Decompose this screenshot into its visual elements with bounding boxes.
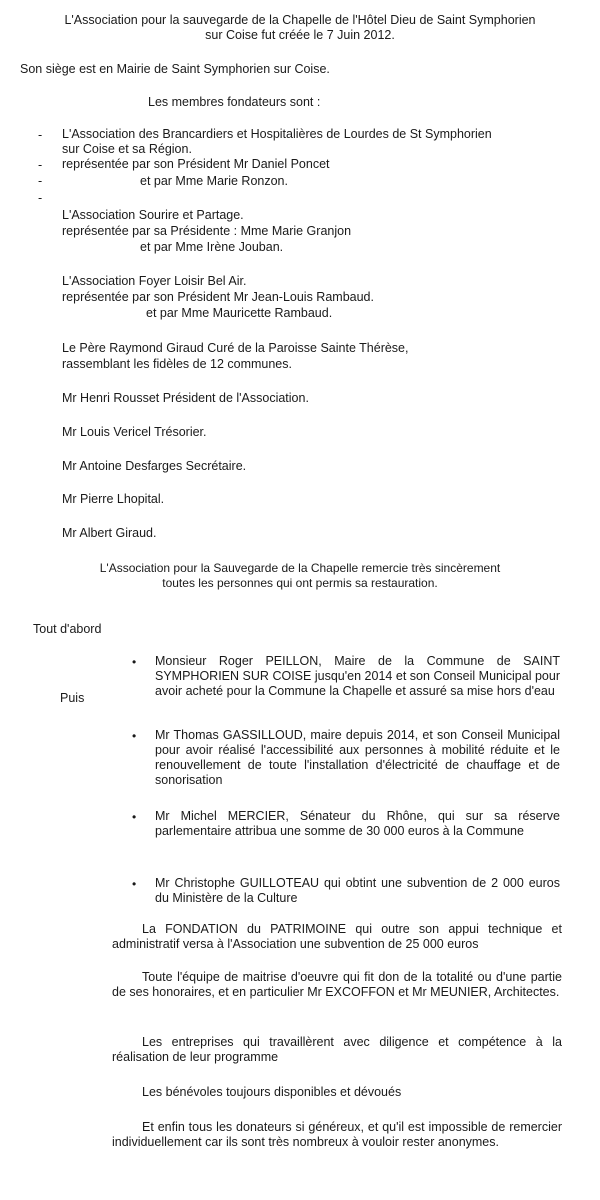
puis-label: Puis	[60, 691, 85, 705]
bullet-icon: •	[132, 729, 137, 743]
founder-foyer-line-2: représentée par son Président Mr Jean-Louis Rambaud.	[62, 290, 374, 304]
thanks-line-2: toutes les personnes qui ont permis sa restauration.	[162, 576, 438, 590]
bullet-icon: •	[132, 810, 137, 824]
list-dash: -	[38, 158, 43, 172]
founder-brancardiers-line-4: et par Mme Marie Ronzon.	[140, 174, 288, 188]
thanks-line-1: L'Association pour la Sauvegarde de la Chapelle remercie très sincèrement	[99, 561, 501, 575]
list-dash: -	[38, 191, 43, 205]
paragraph-equipe	[112, 970, 562, 1000]
founder-sourire-line-2: représentée par sa Présidente : Mme Marie Granjon	[62, 224, 352, 238]
header-line-1: L'Association pour la sauvegarde de la Chapelle de l'Hôtel Dieu de Saint Symphorien	[64, 13, 536, 27]
founder-giraud: Mr Albert Giraud.	[62, 526, 157, 540]
founder-desfarges: Mr Antoine Desfarges Secrétaire.	[62, 459, 247, 473]
paragraph-equipe-text: Toute l'équipe de maitrise d'oeuvre qui fit don de la totalité ou d'une partie de ses honoraires, et en particulier Mr EXCOFFON et Mr MEUNIER, Architectes.	[112, 970, 562, 999]
founder-vericel: Mr Louis Vericel Trésorier.	[62, 425, 207, 439]
paragraph-entreprises-text: Les entreprises qui travaillèrent avec diligence et compétence à la réalisation de leur programme	[112, 1035, 562, 1064]
siege-text: Son siège est en Mairie de Saint Symphorien sur Coise.	[20, 62, 330, 76]
paragraph-donateurs	[112, 1120, 562, 1150]
bullet-peillon: Monsieur Roger PEILLON, Maire de la Commune de SAINT SYMPHORIEN SUR COISE jusqu'en 2014 et son Conseil Municipal pour avoir acheté pour la Commune la Chapelle et assuré sa mise hors d'eau	[155, 654, 560, 698]
list-dash: -	[38, 128, 43, 142]
founder-pere-line-1: Le Père Raymond Giraud Curé de la Paroisse Sainte Thérèse,	[62, 341, 409, 355]
founder-foyer-line-3: et par Mme Mauricette Rambaud.	[146, 306, 333, 320]
header-line-2: sur Coise fut créée le 7 Juin 2012.	[205, 28, 395, 42]
paragraph-donateurs-text: Et enfin tous les donateurs si généreux, et qu'il est impossible de remercier individuellement car ils sont très nombreux à vouloir rester anonymes.	[112, 1120, 562, 1149]
paragraph-fondation	[112, 922, 562, 952]
founder-brancardiers-line-2: sur Coise et sa Région.	[62, 142, 192, 156]
founders-heading: Les membres fondateurs sont :	[148, 95, 321, 109]
bullet-gassilloud: Mr Thomas GASSILLOUD, maire depuis 2014, et son Conseil Municipal pour avoir réalisé l'accessibilité aux personnes à mobilité réduite et le renouvellement de toute l'installation d'électricité de chauffage et de sonorisation	[155, 728, 560, 787]
tout-dabord-label: Tout d'abord	[33, 622, 102, 636]
paragraph-entreprises	[112, 1035, 562, 1065]
paragraph-benevoles-text: Les bénévoles toujours disponibles et dévoués	[142, 1085, 402, 1099]
bullet-icon: •	[132, 877, 137, 891]
founder-brancardiers-line-3: représentée par son Président Mr Daniel Poncet	[62, 157, 330, 171]
founder-brancardiers-line-1: L'Association des Brancardiers et Hospitalières de Lourdes de St Symphorien	[62, 127, 492, 141]
founder-rousset: Mr Henri Rousset Président de l'Association.	[62, 391, 309, 405]
paragraph-benevoles	[112, 1085, 562, 1100]
founder-pere-line-2: rassemblant les fidèles de 12 communes.	[62, 357, 292, 371]
founder-lhopital: Mr Pierre Lhopital.	[62, 492, 165, 506]
bullet-icon: •	[132, 655, 137, 669]
founder-sourire-line-1: L'Association Sourire et Partage.	[62, 208, 244, 222]
paragraph-fondation-text: La FONDATION du PATRIMOINE qui outre son appui technique et administratif versa à l'Association une subvention de 25 000 euros	[112, 922, 562, 951]
founder-foyer-line-1: L'Association Foyer Loisir Bel Air.	[62, 274, 247, 288]
bullet-mercier: Mr Michel MERCIER, Sénateur du Rhône, qui sur sa réserve parlementaire attribua une somme de 30 000 euros à la Commune	[155, 809, 560, 838]
bullet-guilloteau: Mr Christophe GUILLOTEAU qui obtint une subvention de 2 000 euros du Ministère de la Culture	[155, 876, 560, 905]
list-dash: -	[38, 174, 43, 188]
founder-sourire-line-3: et par Mme Irène Jouban.	[140, 240, 284, 254]
